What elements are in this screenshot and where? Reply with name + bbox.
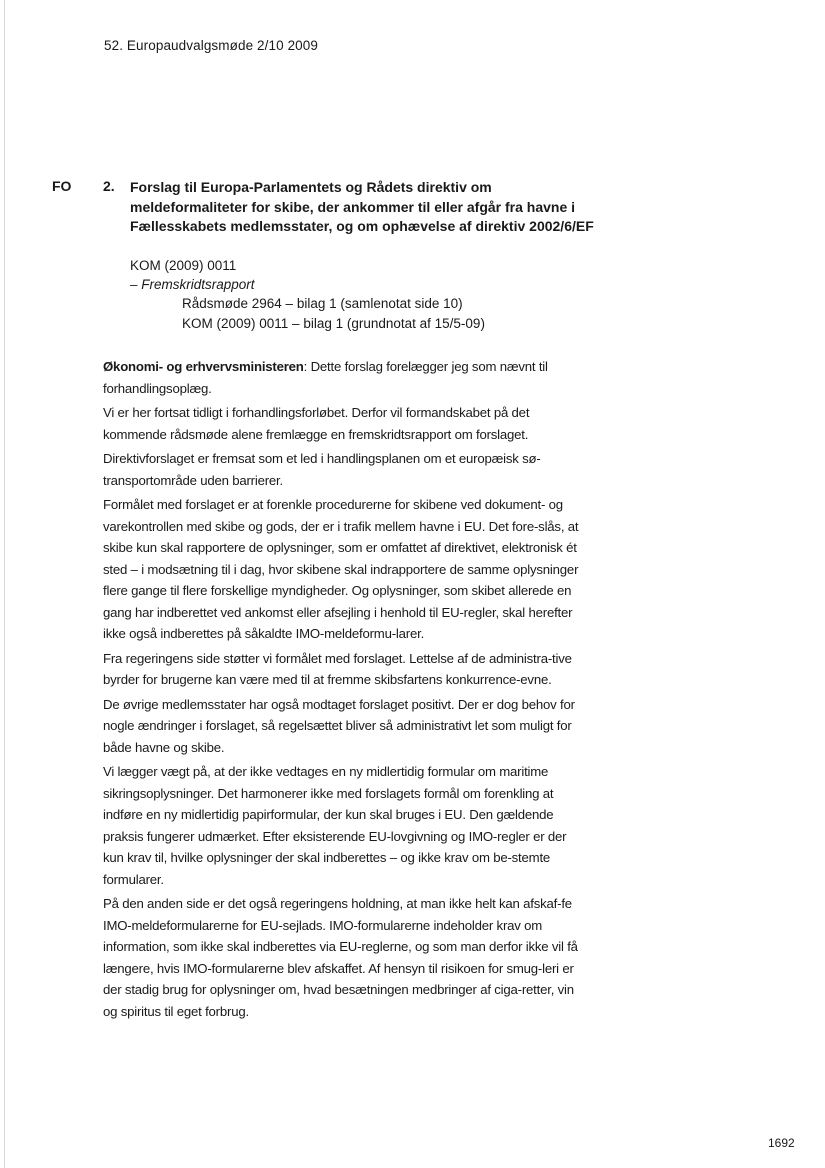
page-number: 1692 (768, 1136, 795, 1150)
paragraph: De øvrige medlemsstater har også modtaget forslaget positivt. Der er dog behov for nogle ændringer i forslaget, så regelsættet bliver så administrativt let som muligt for både havne og skibe. (103, 696, 575, 755)
agenda-item-number: 2. (103, 178, 115, 194)
paragraph: På den anden side er det også regeringens holdning, at man ikke helt kan afskaf-fe IMO-meldeformularerne for EU-sejlads. IMO-formularerne indeholder krav om information, som ikke skal indberettes via EU-reglerne, og som man derfor ikke vil få længere, hvis IMO-formularerne blev afskaffet. Af hensyn til risikoen for smug-leri er der stadig brug for oplysninger om, hvad besætningen medbringer af ciga-retter, vin og spiritus til eget forbrug. (103, 896, 578, 1019)
progress-report-label: – Fremskridtsrapport (130, 277, 255, 292)
agenda-item-title: Forslag til Europa-Parlamentets og Rådets direktiv om meldeformaliteter for skibe, der ankommer til eller afgår fra havne i Fællesskabets medlemsstater, og om ophævelse af direktiv 2002/6/EF (130, 179, 594, 235)
paragraph-text: : Dette forslag forelægger jeg som nævnt til forhandlingsoplæg. (103, 359, 548, 396)
paragraph: Vi er her fortsat tidligt i forhandlingsforløbet. Derfor vil formandskabet på det kommende rådsmøde alene fremlægge en fremskridtsrapport om forslaget. (103, 405, 530, 442)
margin-code: FO (52, 178, 72, 194)
council-meeting-reference: Rådsmøde 2964 – bilag 1 (samlenotat side 10) (182, 296, 463, 311)
basic-note-reference: KOM (2009) 0011 – bilag 1 (grundnotat af 15/5-09) (182, 316, 485, 331)
kom-reference: KOM (2009) 0011 (130, 258, 237, 273)
paragraph (103, 356, 583, 399)
statement-body (103, 356, 583, 1025)
paragraph: Direktivforslaget er fremsat som et led i handlingsplanen om et europæisk sø-transportområde uden barrierer. (103, 451, 541, 488)
page-header: 52. Europaudvalgsmøde 2/10 2009 (104, 38, 318, 53)
paragraph: Vi lægger vægt på, at der ikke vedtages en ny midlertidig formular om maritime sikringsoplysninger. Det harmonerer ikke med forslagets formål om forenkling at indføre en ny midlertidig papirformular, der kun skal bruges i EU. Den gældende praksis fungerer udmærket. Efter eksisterende EU-lovgivning og IMO-regler er der kun krav til, hvilke oplysninger der skal indberettes – og ikke krav om be-stemte formularer. (103, 764, 567, 887)
paragraph: Fra regeringens side støtter vi formålet med forslaget. Lettelse af de administra-tive byrder for brugerne kan være med til at fremme skibsfartens konkurrence-evne. (103, 650, 572, 687)
speaker-name: Økonomi- og erhvervsministeren (103, 359, 304, 374)
paragraph: Formålet med forslaget er at forenkle procedurerne for skibene ved dokument- og varekontrollen med skibe og gods, der er i trafik mellem havne i EU. Det fore-slås, at skibe kun skal rapportere de oplysninger, som er omfattet af direktivet, elektronisk ét sted – i modsætning til i dag, hvor skibene skal indrapportere de samme oplysninger flere gange til flere forskellige myndigheder. Og oplysninger, som skibet allerede en gang har indberettet ved ankomst eller afsejling i henhold til EU-regler, skal herefter ikke også indberettes på såkaldte IMO-meldeformu-larer. (103, 497, 579, 641)
scan-edge-rule (4, 0, 5, 1168)
